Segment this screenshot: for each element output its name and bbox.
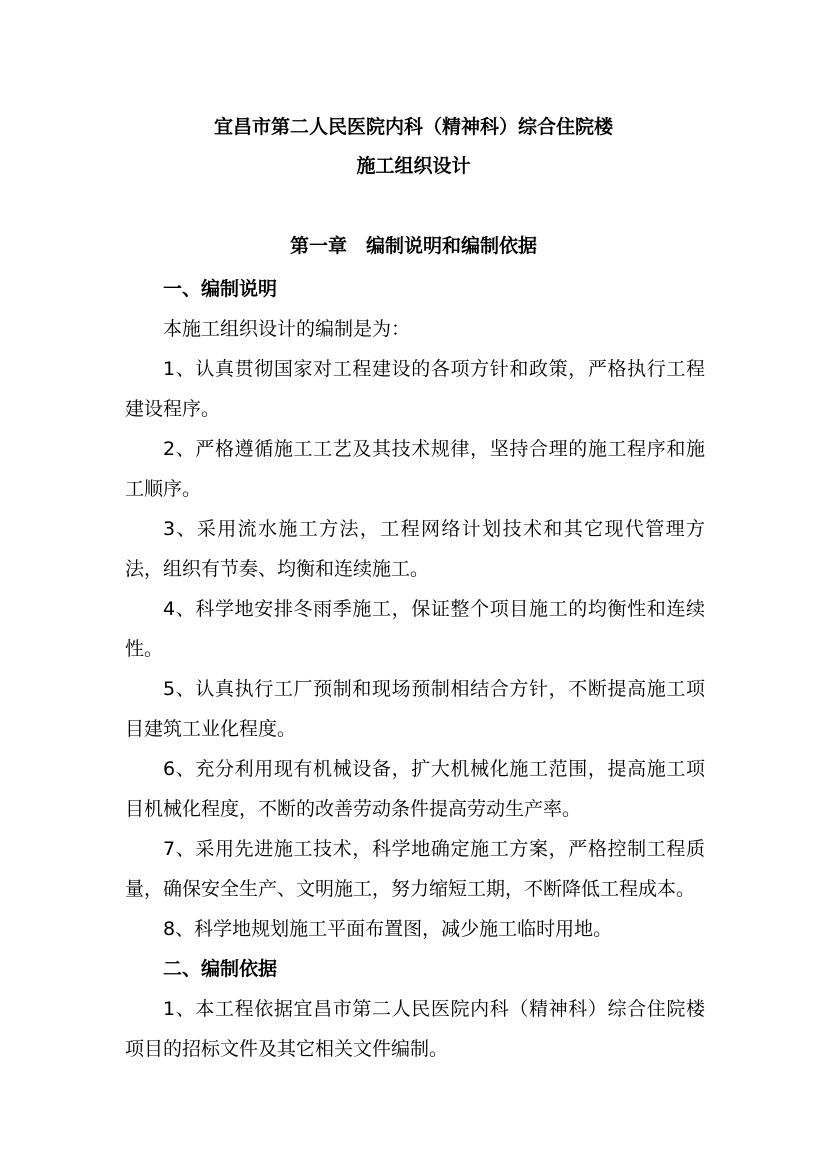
list-item-paragraph: 6、充分利用现有机械设备，扩大机械化施工范围，提高施工项目机械化程度，不断的改善劳动条件提高劳动生产率。	[125, 758, 705, 820]
list-item-paragraph: 5、认真执行工厂预制和现场预制相结合方针，不断提高施工项目建筑工业化程度。	[125, 678, 705, 740]
list-item-paragraph: 1、认真贯彻国家对工程建设的各项方针和政策，严格执行工程建设程序。	[125, 358, 705, 420]
chapter-heading: 第一章 编制说明和编制依据	[289, 235, 537, 257]
section-heading-compilation-basis: 二、编制依据	[163, 958, 278, 980]
list-item-paragraph: 2、严格遵循施工工艺及其技术规律，坚持合理的施工程序和施工顺序。	[125, 438, 705, 500]
section-intro-paragraph: 本施工组织设计的编制是为：	[163, 318, 411, 340]
section-heading-compilation-notes: 一、编制说明	[163, 278, 278, 300]
document-body	[125, 269, 705, 1069]
list-item-paragraph: 8、科学地规划施工平面布置图，减少施工临时用地。	[163, 918, 613, 940]
list-item-paragraph: 4、科学地安排冬雨季施工，保证整个项目施工的均衡性和连续性。	[125, 598, 705, 660]
list-item-paragraph: 7、采用先进施工技术，科学地确定施工方案，严格控制工程质量，确保安全生产、文明施工，努力缩短工期，不断降低工程成本。	[125, 838, 705, 900]
list-item-paragraph: 3、采用流水施工方法，工程网络计划技术和其它现代管理方法，组织有节奏、均衡和连续施工。	[125, 518, 705, 580]
document-subtitle: 施工组织设计	[356, 155, 471, 177]
document-title: 宜昌市第二人民医院内科（精神科）综合住院楼	[213, 116, 613, 138]
list-item-paragraph: 1、本工程依据宜昌市第二人民医院内科（精神科）综合住院楼项目的招标文件及其它相关文件编制。	[125, 998, 705, 1060]
